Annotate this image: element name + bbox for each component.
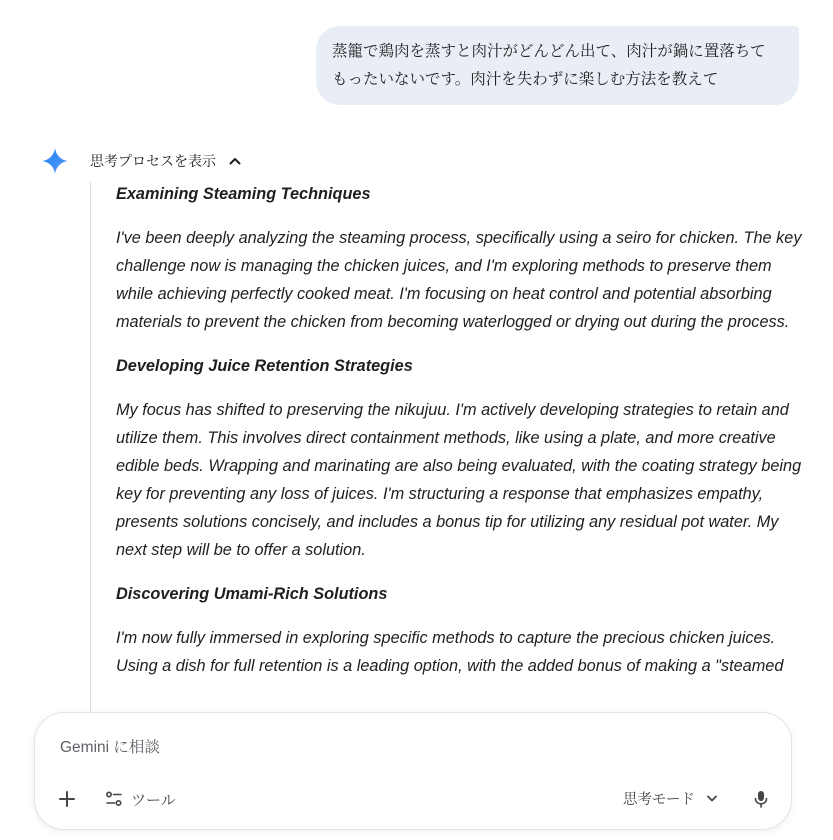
tools-icon (105, 790, 123, 808)
gemini-sparkle-icon (42, 148, 68, 174)
microphone-icon (753, 790, 769, 808)
thought-title: Developing Juice Retention Strategies (116, 357, 413, 375)
microphone-button[interactable] (747, 785, 775, 813)
thinking-panel (90, 182, 811, 722)
thought-title: Discovering Umami-Rich Solutions (116, 585, 388, 603)
thought-body: My focus has shifted to preserving the nikujuu. I'm actively developing strategies to retain and utilize them. This involves direct containment methods, like using a plate, and more creative edible beds. Wrapping and marinating are also being evaluated, with the coating strategy being key for preventing any loss of juices. I'm structuring a response that emphasizes empathy, presents solutions concisely, and includes a bonus tip for utilizing any residual pot water. My next step will be to offer a solution. (116, 401, 802, 559)
show-thinking-toggle[interactable] (90, 149, 242, 173)
thought-body: I've been deeply analyzing the steaming process, specifically using a seiro for chicken. The key challenge now is managing the chicken juices, and I'm exploring methods to preserve them while achieving perfectly cooked meat. I'm focusing on heat control and potential absorbing materials to prevent the chicken from becoming waterlogged or drying out during the process. (116, 229, 802, 331)
mode-selector[interactable] (623, 784, 719, 812)
user-message-bubble (316, 26, 799, 105)
show-thinking-label: 思考プロセスを表示 (90, 153, 216, 169)
chevron-down-icon (705, 791, 719, 805)
tools-button[interactable] (105, 785, 176, 813)
thought-body: I'm now fully immersed in exploring specific methods to capture the precious chicken juices. Using a dish for full retention is a leading option, with the added bonus of making a "steamed (116, 629, 784, 675)
plus-icon (58, 790, 76, 808)
prompt-input[interactable] (58, 735, 762, 761)
user-message-line-1: 蒸籠で鶏肉を蒸すと肉汁がどんどん出て、肉汁が鍋に置落ちて (332, 43, 766, 60)
chevron-up-icon (228, 154, 242, 168)
user-message-line-2: もったいないです。肉汁を失わずに楽しむ方法を教えて (332, 71, 719, 88)
prompt-composer (34, 712, 792, 830)
mode-label: 思考モード (623, 791, 695, 808)
tools-label: ツール (131, 791, 176, 809)
thought-title: Examining Steaming Techniques (116, 185, 371, 203)
add-attachment-button[interactable] (53, 785, 81, 813)
